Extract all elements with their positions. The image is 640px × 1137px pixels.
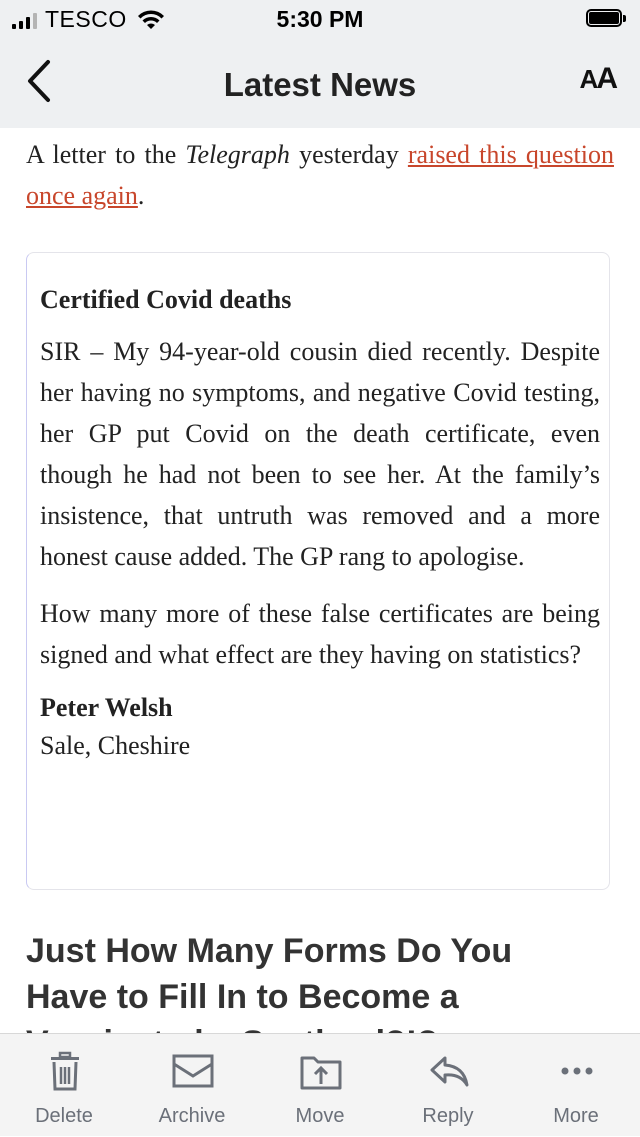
signature-name: Peter Welsh (40, 693, 173, 722)
intro-suffix: . (137, 181, 145, 210)
more-button[interactable] (512, 1034, 640, 1137)
raised-question-link[interactable]: raised this question once again (26, 140, 614, 210)
reply-arrow-icon (428, 1050, 470, 1092)
text-size-small-letter: A (579, 64, 597, 94)
publication-name: Telegraph (185, 140, 290, 169)
intro-middle: yesterday (289, 140, 408, 169)
intro-prefix: A letter to the (26, 140, 186, 169)
text-size-button[interactable] (580, 62, 616, 96)
move-button[interactable] (256, 1034, 384, 1137)
signature-place: Sale, Cheshire (40, 731, 191, 760)
reply-label: Reply (422, 1105, 474, 1127)
quoted-letter (26, 252, 610, 890)
folder-move-icon (300, 1050, 342, 1092)
status-bar (0, 0, 640, 40)
text-size-big-letter: A (596, 62, 616, 95)
status-time: 5:30 PM (276, 6, 364, 32)
more-dots-icon (556, 1050, 598, 1092)
carrier-name: TESCO (45, 6, 127, 32)
reply-button[interactable] (384, 1034, 512, 1137)
nav-bar (0, 40, 640, 128)
intro-paragraph (26, 134, 614, 216)
bottom-toolbar (0, 1033, 640, 1136)
battery-icon (586, 9, 628, 29)
archive-label: Archive (158, 1105, 226, 1127)
letter-paragraph-1: SIR – My 94-year-old cousin died recently. Despite her having no symptoms, and negative Covid testing, her GP put Covid on the death certificate, even though he had not been to see her. At the family’s insistence, that untruth was removed and a more honest cause added. The GP rang to apologise. (40, 337, 600, 571)
delete-label: Delete (35, 1105, 93, 1127)
next-article-title[interactable]: Just How Many Forms Do You Have to Fill In to Become a (26, 932, 513, 1016)
letter-paragraph-2: How many more of these false certificates are being signed and what effect are they having on statistics? (40, 599, 600, 669)
delete-button[interactable] (0, 1034, 128, 1137)
letter-heading: Certified Covid deaths (40, 285, 292, 314)
page-title: Latest News (223, 66, 417, 103)
article-content[interactable] (0, 128, 640, 1033)
move-label: Move (295, 1105, 345, 1127)
letter-body (40, 283, 600, 766)
archive-button[interactable] (128, 1034, 256, 1137)
archive-box-icon (172, 1050, 214, 1092)
trash-icon (44, 1050, 86, 1092)
more-label: More (553, 1105, 599, 1127)
